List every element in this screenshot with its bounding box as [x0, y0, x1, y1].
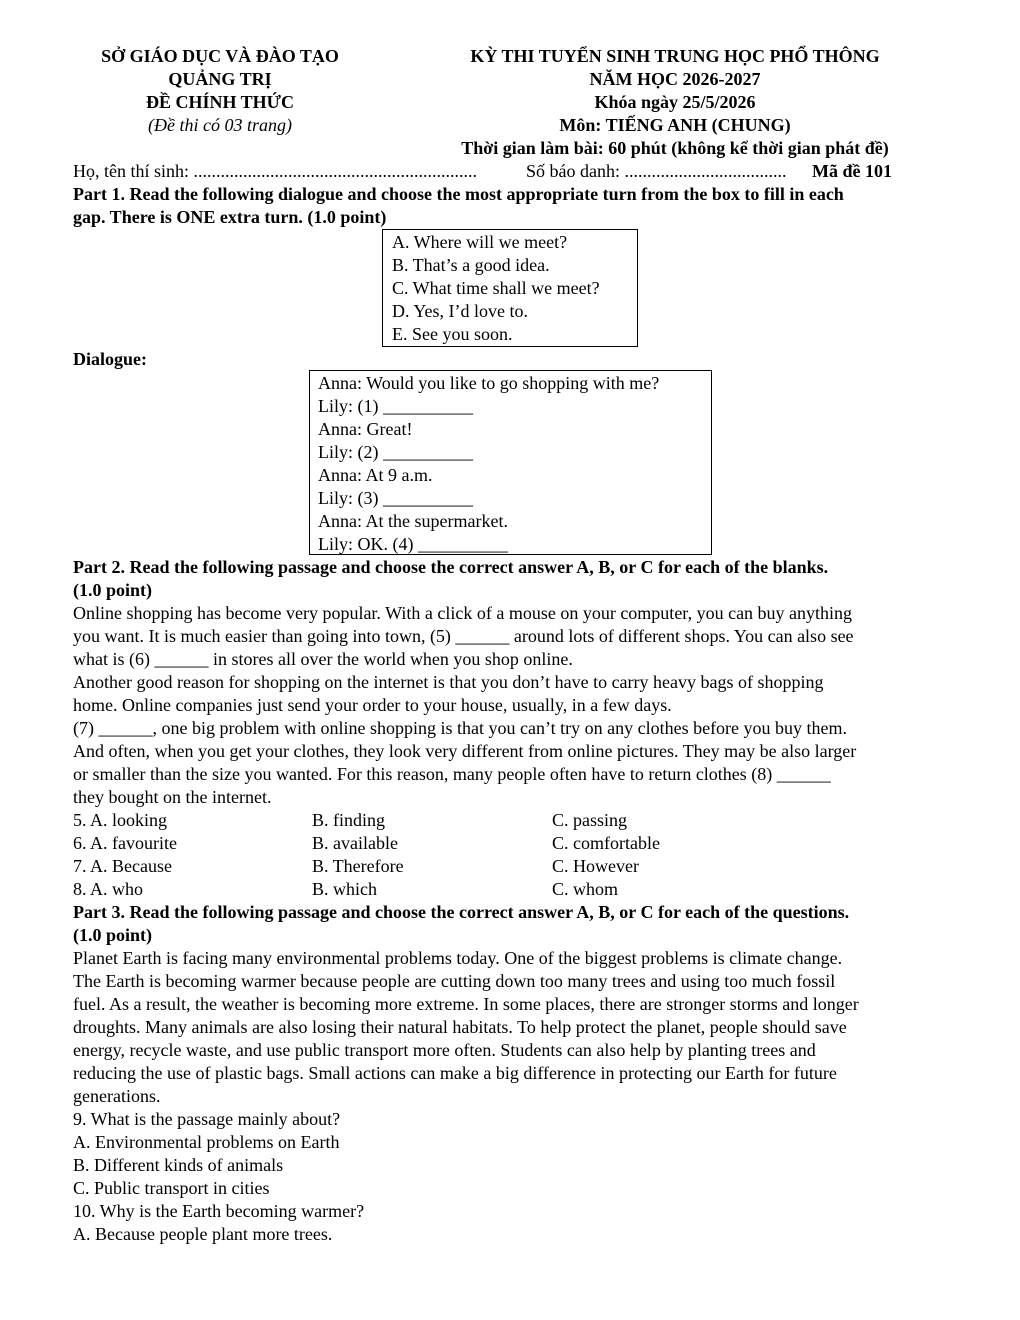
candidate-name-field: Họ, tên thí sinh: ............................................................... [73, 161, 477, 181]
dialogue-line: Anna: At 9 a.m. [318, 465, 433, 485]
part2-instruction-cont: (1.0 point) [73, 580, 153, 600]
question-9-option-b: B. Different kinds of animals [73, 1155, 284, 1175]
question-6-option-b: B. available [312, 833, 398, 853]
question-5-option-a: 5. A. looking [73, 810, 168, 830]
part1-instruction: Part 1. Read the following dialogue and choose the most appropriate turn from the box to fill in each [73, 184, 844, 204]
question-10-option-a: A. Because people plant more trees. [73, 1224, 333, 1244]
subject: Môn: TIẾNG ANH (CHUNG) [559, 115, 791, 135]
question-6-option-c: C. comfortable [552, 833, 660, 853]
turn-options-box [382, 229, 638, 347]
passage-line: droughts. Many animals are also losing their natural habitats. To help protect the planet, people should save [73, 1017, 847, 1037]
exam-code: Mã đề 101 [812, 161, 892, 181]
passage-line: energy, recycle waste, and use public transport more often. Students can also help by planting trees and [73, 1040, 816, 1060]
pages-note: (Đề thi có 03 trang) [148, 115, 292, 135]
dialogue-line: Lily: (3) __________ [318, 488, 473, 508]
turn-option: C. What time shall we meet? [392, 278, 600, 298]
dialogue-line: Lily: (2) __________ [318, 442, 473, 462]
part2-instruction: Part 2. Read the following passage and choose the correct answer A, B, or C for each of the blanks. [73, 557, 829, 577]
passage-line: home. Online companies just send your order to your house, usually, in a few days. [73, 695, 672, 715]
dialogue-line: Anna: At the supermarket. [318, 511, 508, 531]
passage-line: generations. [73, 1086, 161, 1106]
question-8-option-c: C. whom [552, 879, 619, 899]
turn-option: D. Yes, I’d love to. [392, 301, 529, 321]
question-9-option-c: C. Public transport in cities [73, 1178, 270, 1198]
passage-line: what is (6) ______ in stores all over the world when you shop online. [73, 649, 573, 669]
passage-line: or smaller than the size you wanted. For this reason, many people often have to return clothes (8) ______ [73, 764, 831, 784]
question-10: 10. Why is the Earth becoming warmer? [73, 1201, 365, 1221]
passage-line: (7) ______, one big problem with online shopping is that you can’t try on any clothes before you buy them. [73, 718, 848, 738]
part3-instruction-cont: (1.0 point) [73, 925, 153, 945]
school-year: NĂM HỌC 2026-2027 [589, 69, 761, 89]
province-name: QUẢNG TRỊ [168, 69, 272, 89]
question-9-option-a: A. Environmental problems on Earth [73, 1132, 340, 1152]
passage-line: Planet Earth is facing many environmental problems today. One of the biggest problems is climate change. [73, 948, 843, 968]
turn-option: E. See you soon. [392, 324, 513, 344]
question-5-option-c: C. passing [552, 810, 628, 830]
question-9: 9. What is the passage mainly about? [73, 1109, 341, 1129]
time-limit: Thời gian làm bài: 60 phút (không kể thời gian phát đề) [461, 138, 889, 158]
passage-line: Another good reason for shopping on the internet is that you don’t have to carry heavy bags of shopping [73, 672, 824, 692]
part3-instruction: Part 3. Read the following passage and choose the correct answer A, B, or C for each of the questions. [73, 902, 850, 922]
question-8-option-b: B. which [312, 879, 377, 899]
question-8-option-a: 8. A. who [73, 879, 144, 899]
passage-line: they bought on the internet. [73, 787, 272, 807]
passage-line: And often, when you get your clothes, they look very different from online pictures. They may be also larger [73, 741, 857, 761]
candidate-number-field: Số báo danh: .................................... [526, 161, 787, 181]
part1-instruction-cont: gap. There is ONE extra turn. (1.0 point) [73, 207, 387, 227]
passage-line: you want. It is much easier than going into town, (5) ______ around lots of different shops. You can also see [73, 626, 854, 646]
passage-line: Online shopping has become very popular. With a click of a mouse on your computer, you can buy anything [73, 603, 853, 623]
question-5-option-b: B. finding [312, 810, 386, 830]
exam-title: KỲ THI TUYỂN SINH TRUNG HỌC PHỔ THÔNG [470, 46, 880, 66]
dialogue-line: Lily: OK. (4) __________ [318, 534, 508, 554]
question-7-option-c: C. However [552, 856, 639, 876]
dialogue-line: Anna: Great! [318, 419, 413, 439]
dept-name: SỞ GIÁO DỤC VÀ ĐÀO TẠO [101, 46, 339, 66]
question-7-option-b: B. Therefore [312, 856, 404, 876]
dialogue-line: Anna: Would you like to go shopping with me? [318, 373, 660, 393]
passage-line: The Earth is becoming warmer because people are cutting down too many trees and using too much fossil [73, 971, 836, 991]
official-label: ĐỀ CHÍNH THỨC [145, 92, 295, 112]
passage-line: fuel. As a result, the weather is becoming more extreme. In some places, there are stronger storms and longer [73, 994, 859, 1014]
dialogue-line: Lily: (1) __________ [318, 396, 473, 416]
exam-date: Khóa ngày 25/5/2026 [594, 92, 756, 112]
passage-line: reducing the use of plastic bags. Small actions can make a big difference in protecting our Earth for future [73, 1063, 837, 1083]
dialogue-box [309, 370, 712, 555]
turn-option: A. Where will we meet? [392, 232, 568, 252]
question-6-option-a: 6. A. favourite [73, 833, 177, 853]
dialogue-label: Dialogue: [73, 349, 147, 369]
question-7-option-a: 7. A. Because [73, 856, 172, 876]
turn-option: B. That’s a good idea. [392, 255, 550, 275]
